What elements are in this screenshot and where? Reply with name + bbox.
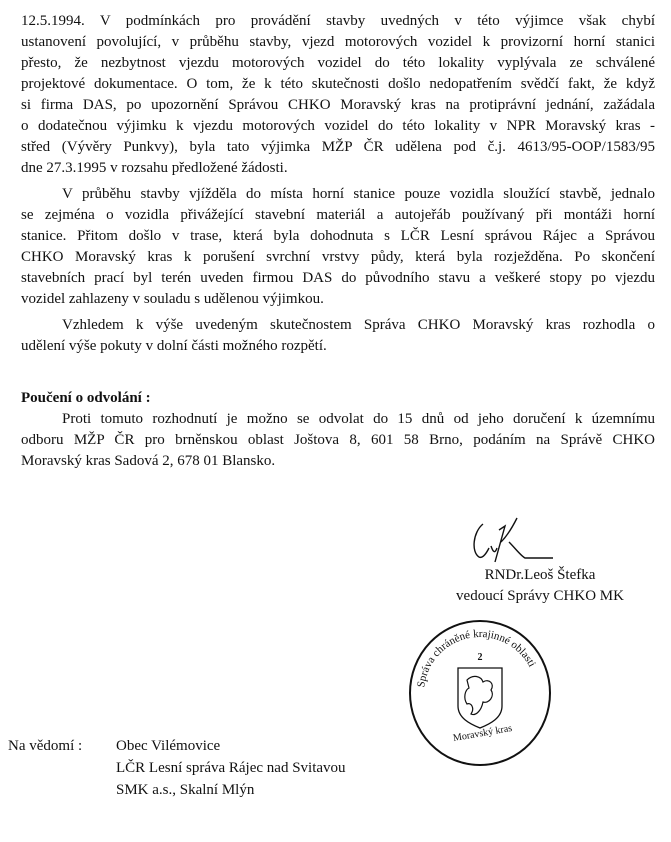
text-line: odboru MŽP ČR pro brněnskou oblast Joštova 8, 601 58 Brno, podáním na Správě CHKO <box>21 432 655 448</box>
signatory-title: vedoucí Správy CHKO MK <box>456 588 624 604</box>
text-line: 12.5.1994. V podmínkách pro provádění stavby uvedných v této výjimce však chybí <box>21 13 655 29</box>
text-line: střed (Vývěry Punkvy), byla tato výjimka MŽP ČR udělena pod č.j. 4613/95-OOP/1583/95 <box>21 139 655 155</box>
text-line: stanice. Přitom došlo v trase, která byla dohodnuta s LČR Lesní správou Rájec a Správou <box>21 228 655 244</box>
text-line: CHKO Moravský kras k porušení svrchní vrstvy půdy, která byla rozježděna. Po skončení <box>21 249 655 265</box>
text-line: Moravský kras Sadová 2, 678 01 Blansko. <box>21 453 276 469</box>
text-line: Proti tomuto rozhodnutí je možno se odvolat do 15 dnů od jeho doručení k územnímu <box>62 411 655 427</box>
text-line: Vzhledem k výše uvedeným skutečnostem Správa CHKO Moravský kras rozhodla o <box>62 317 655 333</box>
text-line: vozidel zahlazeny v souladu s udělenou výjimkou. <box>21 291 324 307</box>
text-line: stavebních prací byl terén uveden firmou DAS do původního stavu a veškeré stopy po vjezdu <box>21 270 655 286</box>
text-line: dne 27.3.1995 v rozsahu předložené žádosti. <box>21 160 288 176</box>
official-stamp <box>405 618 555 768</box>
text-line: ustanovení povolující, v průběhu stavby, vjezd motorových vozidel k provizorní horní stanici <box>21 34 655 50</box>
text-line: o dodatečnou výjimku k vjezdu motorových vozidel do této lokality v NPR Moravský kras - <box>21 118 655 134</box>
lion-emblem <box>465 676 492 714</box>
cc-label: Na vědomí : <box>8 738 83 754</box>
text-line: projektové dokumentace. O tom, že k této skutečnosti došlo nedopatřením svědčí fakt, že když <box>21 76 655 92</box>
cc-recipient: SMK a.s., Skalní Mlýn <box>116 782 255 798</box>
handwritten-signature <box>465 512 555 567</box>
svg-text:Správa chráněné krajinné oblas: Správa chráněné krajinné oblasti <box>415 627 538 689</box>
text-line: udělení výše pokuty v dolní části možného rozpětí. <box>21 338 327 354</box>
appeal-heading: Poučení o odvolání : <box>21 390 151 406</box>
signatory-name: RNDr.Leoš Štefka <box>484 567 596 583</box>
text-line: se zejména o vozidla přivážející stavební materiál a autojeřáb používaný při montáži horní <box>21 207 655 223</box>
cc-recipient: LČR Lesní správa Rájec nad Svitavou <box>116 760 346 776</box>
text-line: si firma DAS, po upozornění Správou CHKO Moravský kras na protiprávní jednání, zažádala <box>21 97 655 113</box>
svg-text:2: 2 <box>477 652 483 663</box>
svg-text:Moravský kras: Moravský kras <box>452 722 513 745</box>
cc-recipient: Obec Vilémovice <box>116 738 221 754</box>
text-line: V průběhu stavby vjížděla do místa horní stanice pouze vozidla sloužící stavbě, jednalo <box>62 186 655 202</box>
text-line: přesto, že nezbytnost vjezdu motorových vozidel do této lokality vyplývala ze schválené <box>21 55 655 71</box>
